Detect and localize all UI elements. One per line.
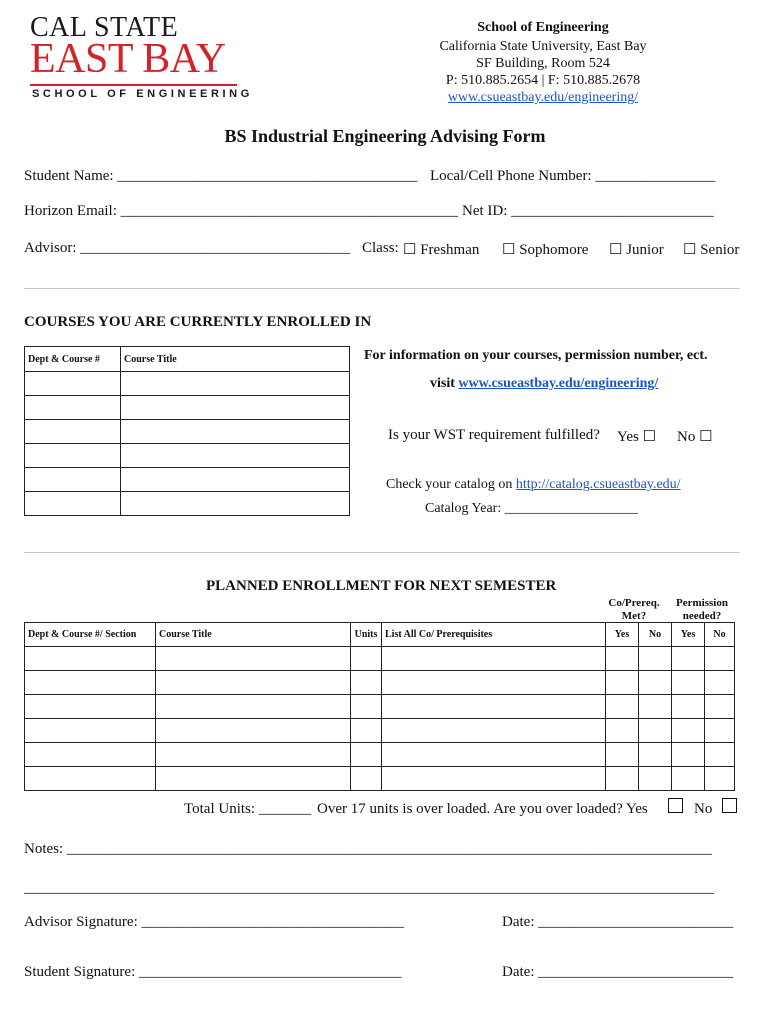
table-cell[interactable] [25, 695, 156, 719]
table-cell[interactable] [639, 647, 672, 671]
table-cell[interactable] [156, 671, 351, 695]
coprereq-line2: Met? [621, 610, 647, 622]
table-cell[interactable] [639, 719, 672, 743]
table-row[interactable] [25, 396, 350, 420]
table-row[interactable] [25, 468, 350, 492]
checkbox-icon[interactable]: ☐ [699, 429, 713, 445]
header-permission-no: No [705, 623, 735, 647]
class-option-freshman[interactable] [403, 240, 479, 259]
notes-field[interactable]: Notes: ______________________________________________________________________________________ [24, 841, 712, 857]
table-row[interactable] [25, 492, 350, 516]
table-row[interactable] [25, 444, 350, 468]
table-cell[interactable] [351, 695, 382, 719]
phone-field[interactable]: Local/Cell Phone Number: ________________ [430, 168, 716, 184]
wst-no-option[interactable] [677, 427, 713, 446]
header-dept-section: Dept & Course #/ Section [25, 623, 156, 647]
header-prereq-yes: Yes [606, 623, 639, 647]
table-cell[interactable] [639, 767, 672, 791]
table-cell[interactable] [672, 695, 705, 719]
net-id-field[interactable]: Net ID: ___________________________ [462, 203, 714, 219]
student-signature-field[interactable]: Student Signature: ___________________________________ [24, 964, 402, 980]
table-cell[interactable] [25, 372, 121, 396]
section-divider [24, 288, 740, 289]
table-cell[interactable] [705, 719, 735, 743]
logo-cal-state: CAL STATE [30, 12, 179, 43]
class-option-senior[interactable] [683, 240, 739, 259]
table-cell[interactable] [25, 396, 121, 420]
logo-school-name: SCHOOL OF ENGINEERING [32, 88, 253, 100]
table-cell[interactable] [672, 767, 705, 791]
table-row[interactable] [25, 372, 350, 396]
coprereq-line1: Co/Prereq. [608, 597, 660, 609]
logo-divider [30, 84, 237, 86]
table-cell[interactable] [25, 492, 121, 516]
table-cell[interactable] [382, 647, 606, 671]
total-units-field[interactable]: Total Units: _______ [184, 801, 312, 817]
catalog-text: Check your catalog on [386, 477, 513, 492]
visit-label: visit [430, 376, 455, 391]
table-cell[interactable] [639, 695, 672, 719]
info-visit [430, 376, 658, 392]
advisor-date-field[interactable]: Date: __________________________ [502, 914, 734, 930]
table-row[interactable] [25, 767, 735, 791]
table-cell[interactable] [156, 695, 351, 719]
header-course-title: Course Title [156, 623, 351, 647]
table-cell[interactable] [25, 767, 156, 791]
checkbox-icon[interactable]: ☐ [403, 242, 417, 258]
table-cell[interactable] [351, 671, 382, 695]
header-units: Units [351, 623, 382, 647]
wst-no-label: No [677, 429, 696, 445]
table-row[interactable] [25, 695, 735, 719]
logo-east-bay: EAST BAY [30, 36, 226, 82]
header-prereqs: List All Co/ Prerequisites [382, 623, 606, 647]
table-cell[interactable] [672, 719, 705, 743]
wst-yes-option[interactable] [617, 427, 656, 446]
table-cell[interactable] [672, 647, 705, 671]
table-cell[interactable] [25, 647, 156, 671]
class-label: Class: [362, 240, 399, 256]
table-cell[interactable] [351, 743, 382, 767]
table-row[interactable] [25, 647, 735, 671]
table-cell[interactable] [606, 695, 639, 719]
table-cell[interactable] [25, 444, 121, 468]
table-cell[interactable] [606, 671, 639, 695]
header-university: California State University, East Bay [439, 39, 647, 54]
table-cell[interactable] [156, 743, 351, 767]
table-cell[interactable] [672, 743, 705, 767]
table-cell[interactable] [121, 468, 350, 492]
table-cell[interactable] [606, 767, 639, 791]
header-building: SF Building, Room 524 [476, 56, 610, 71]
header-dept: School of Engineering [477, 20, 609, 35]
wst-yes-label: Yes [617, 429, 639, 445]
table-cell[interactable] [121, 492, 350, 516]
wst-question: Is your WST requirement fulfilled? [388, 427, 600, 443]
table-cell[interactable] [351, 647, 382, 671]
table-cell[interactable] [351, 719, 382, 743]
table-cell[interactable] [705, 647, 735, 671]
header-permission-yes: Yes [672, 623, 705, 647]
table-cell[interactable] [382, 695, 606, 719]
table-cell[interactable] [606, 647, 639, 671]
header-website-link[interactable] [400, 90, 686, 106]
table-cell[interactable] [156, 719, 351, 743]
table-cell[interactable] [705, 767, 735, 791]
checkbox-icon[interactable]: ☐ [609, 242, 623, 258]
current-courses-table [24, 346, 350, 516]
catalog-line [386, 477, 681, 493]
table-cell[interactable] [25, 671, 156, 695]
table-cell[interactable] [639, 743, 672, 767]
class-option-label: Senior [700, 242, 740, 258]
overload-yes-checkbox[interactable] [668, 798, 683, 813]
overload-no-checkbox[interactable] [722, 798, 737, 813]
checkbox-icon[interactable]: ☐ [502, 242, 516, 258]
table-cell[interactable] [606, 719, 639, 743]
coprereq-header [600, 597, 668, 623]
header-course-title: Course Title [121, 347, 350, 372]
table-cell[interactable] [121, 396, 350, 420]
table-cell[interactable] [121, 444, 350, 468]
table-row[interactable] [25, 743, 735, 767]
class-option-label: Freshman [420, 242, 480, 258]
table-row[interactable] [25, 719, 735, 743]
catalog-year-field[interactable]: Catalog Year: ___________________ [425, 501, 638, 516]
table-row[interactable] [25, 420, 350, 444]
table-cell[interactable] [382, 767, 606, 791]
table-cell[interactable] [382, 743, 606, 767]
checkbox-icon[interactable]: ☐ [642, 429, 657, 445]
permission-header [668, 597, 736, 623]
horizon-email-field[interactable]: Horizon Email: _____________________________________________ [24, 203, 459, 219]
catalog-link[interactable]: http://catalog.csueastbay.edu/ [515, 477, 681, 492]
class-option-label: Junior [626, 242, 664, 258]
class-option-junior[interactable] [609, 240, 664, 259]
table-cell[interactable] [25, 420, 121, 444]
table-cell[interactable] [121, 372, 350, 396]
planned-heading: PLANNED ENROLLMENT FOR NEXT SEMESTER [206, 578, 557, 594]
engineering-link[interactable]: www.csueastbay.edu/engineering/ [458, 376, 659, 391]
table-cell[interactable] [672, 671, 705, 695]
header-dept-course: Dept & Course # [25, 347, 121, 372]
table-cell[interactable] [705, 671, 735, 695]
table-row[interactable] [25, 671, 735, 695]
student-name-field[interactable]: Student Name: ________________________________________ [24, 168, 418, 184]
table-cell[interactable] [382, 719, 606, 743]
current-courses-heading: COURSES YOU ARE CURRENTLY ENROLLED IN [24, 314, 372, 330]
table-cell[interactable] [639, 671, 672, 695]
permission-line1: Permission [676, 597, 728, 609]
advisor-field[interactable]: Advisor: ____________________________________ [24, 240, 351, 256]
checkbox-icon[interactable]: ☐ [683, 242, 697, 258]
class-option-label: Sophomore [519, 242, 589, 258]
planned-courses-table [24, 622, 735, 791]
table-cell[interactable] [705, 743, 735, 767]
section-divider [24, 552, 740, 553]
overload-question: Over 17 units is over loaded. Are you over loaded? Yes [317, 801, 648, 817]
header-phone: P: 510.885.2654 | F: 510.885.2678 [445, 73, 641, 88]
header-prereq-no: No [639, 623, 672, 647]
website-link-text[interactable]: www.csueastbay.edu/engineering/ [447, 90, 639, 105]
table-cell[interactable] [156, 767, 351, 791]
table-header-row [25, 623, 735, 647]
table-cell[interactable] [351, 767, 382, 791]
table-cell[interactable] [156, 647, 351, 671]
form-title: BS Industrial Engineering Advising Form [224, 126, 546, 146]
table-cell[interactable] [25, 468, 121, 492]
table-cell[interactable] [25, 743, 156, 767]
overload-no-label: No [694, 801, 713, 817]
table-cell[interactable] [705, 695, 735, 719]
table-cell[interactable] [606, 743, 639, 767]
notes-field-line2[interactable]: ____________________________________________________________________________________________ [24, 880, 714, 896]
table-cell[interactable] [121, 420, 350, 444]
table-cell[interactable] [382, 671, 606, 695]
table-cell[interactable] [25, 719, 156, 743]
advisor-signature-field[interactable]: Advisor Signature: ___________________________________ [24, 914, 404, 930]
permission-line2: needed? [682, 610, 722, 622]
table-header-row [25, 347, 350, 372]
student-date-field[interactable]: Date: __________________________ [502, 964, 734, 980]
class-option-sophomore[interactable] [502, 240, 588, 259]
info-text: For information on your courses, permission number, ect. [364, 348, 708, 363]
